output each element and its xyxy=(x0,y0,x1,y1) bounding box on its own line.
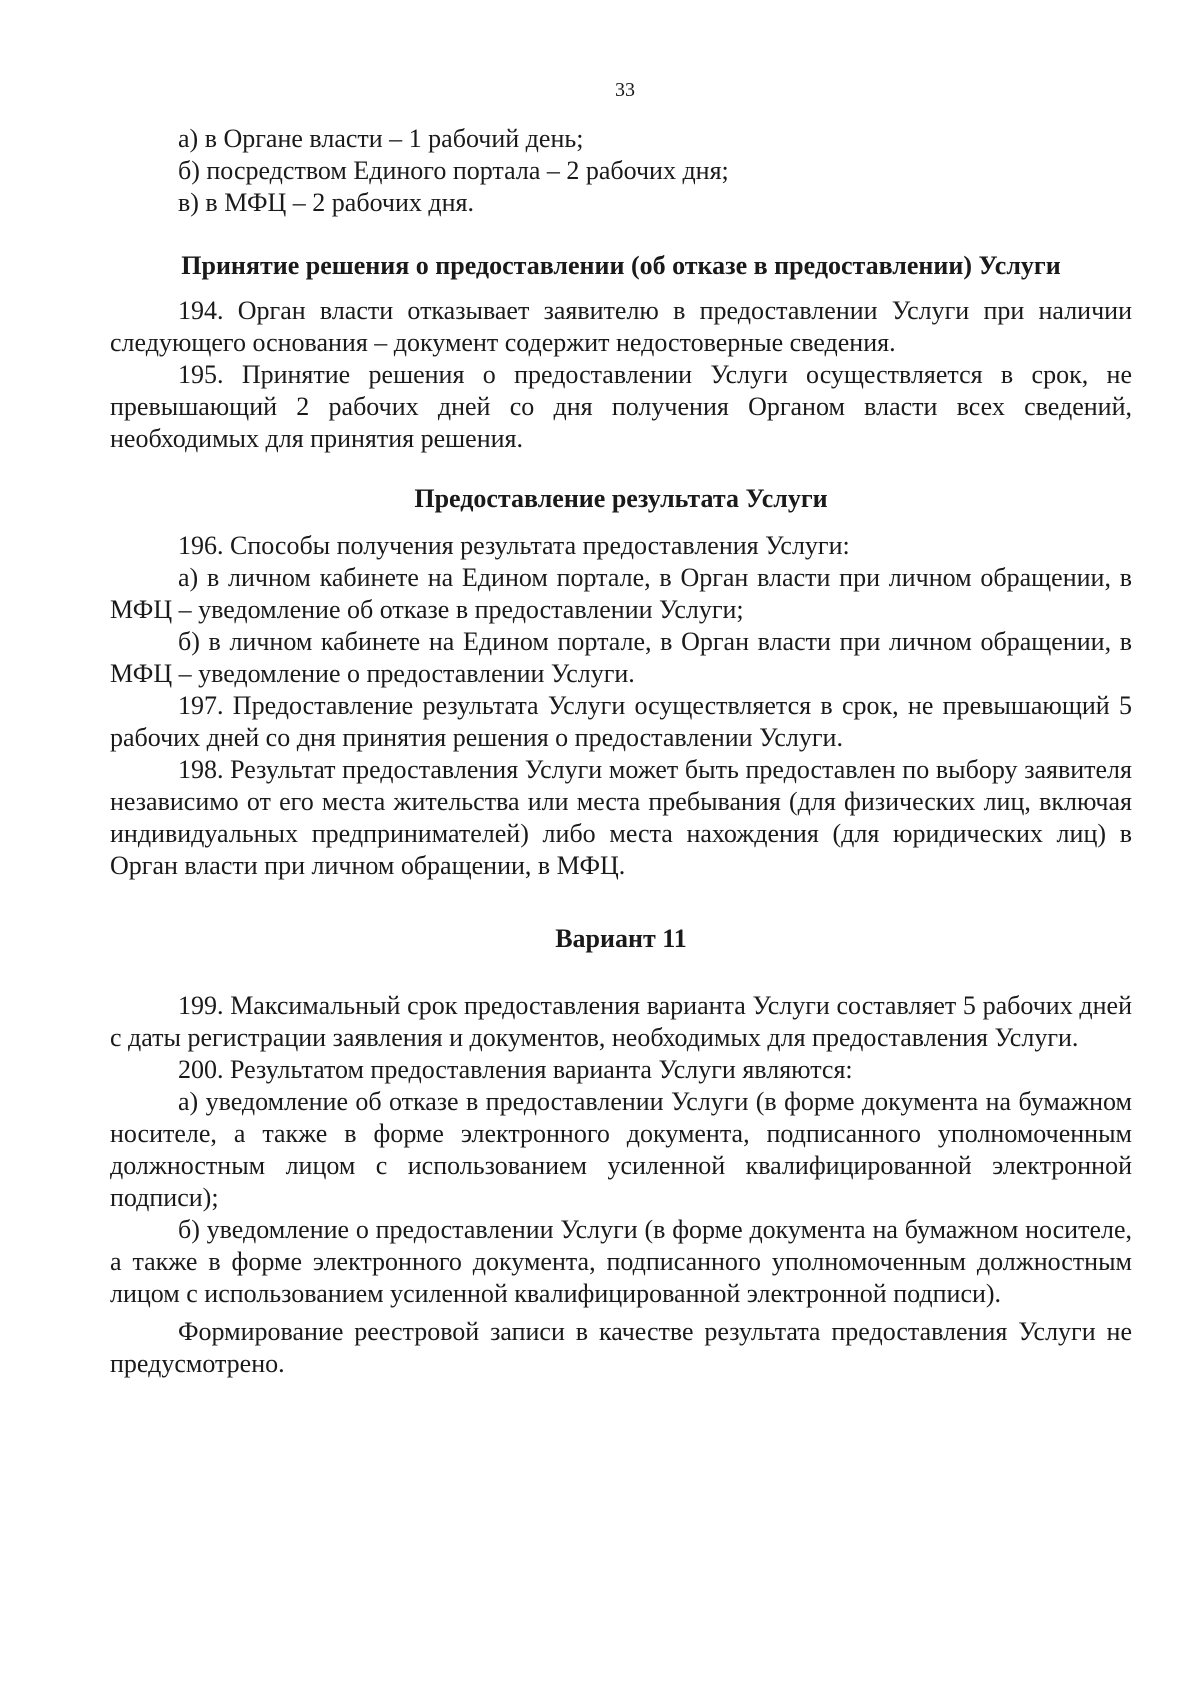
page-number: 33 xyxy=(615,79,635,101)
section-heading-decision: Принятие решения о предоставлении (об отказе в предоставлении) Услуги xyxy=(181,251,1061,280)
paragraph-196-b: б) в личном кабинете на Едином портале, в Орган власти при личном обращении, в МФЦ – уведомление о предоставлении Услуги. xyxy=(110,627,1132,688)
paragraph-196-a: а) в личном кабинете на Едином портале, в Орган власти при личном обращении, в МФЦ – уведомление об отказе в предоставлении Услуги; xyxy=(110,563,1132,624)
section-heading-result: Предоставление результата Услуги xyxy=(414,484,828,513)
paragraph-199: 199. Максимальный срок предоставления варианта Услуги составляет 5 рабочих дней с даты регистрации заявления и документов, необходимых для предоставления Услуги. xyxy=(110,991,1132,1052)
paragraph-200: 200. Результатом предоставления варианта Услуги являются: xyxy=(178,1055,853,1084)
paragraph-registry-record: Формирование реестровой записи в качестве результата предоставления Услуги не предусмотрено. xyxy=(110,1317,1132,1378)
deadline-line-authority: а) в Органе власти – 1 рабочий день; xyxy=(178,124,584,153)
paragraph-198: 198. Результат предоставления Услуги может быть предоставлен по выбору заявителя независимо от его места жительства или места пребывания (для физических лиц, включая индивидуальных предпринимателей) либо места нахождения (для юридических лиц) в Орган власти при личном обращении, в МФЦ. xyxy=(110,755,1132,880)
deadline-line-mfc: в) в МФЦ – 2 рабочих дня. xyxy=(178,188,474,217)
section-heading-variant: Вариант 11 xyxy=(555,924,687,953)
deadline-line-portal: б) посредством Единого портала – 2 рабочих дня; xyxy=(178,156,729,185)
paragraph-197: 197. Предоставление результата Услуги осуществляется в срок, не превышающий 5 рабочих дней со дня принятия решения о предоставлении Услуги. xyxy=(110,691,1132,752)
paragraph-195: 195. Принятие решения о предоставлении Услуги осуществляется в срок, не превышающий 2 рабочих дней со дня получения Органом власти всех сведений, необходимых для принятия решения. xyxy=(110,360,1132,453)
page-content xyxy=(110,123,1132,1380)
paragraph-200-b: б) уведомление о предоставлении Услуги (в форме документа на бумажном носителе, а также в форме электронного документа, подписанного уполномоченным должностным лицом с использованием усиленной квалифицированной электронной подписи). xyxy=(110,1215,1132,1308)
paragraph-200-a: а) уведомление об отказе в предоставлении Услуги (в форме документа на бумажном носителе, а также в форме электронного документа, подписанного уполномоченным должностным лицом с использованием усиленной квалифицированной электронной подписи); xyxy=(110,1087,1132,1212)
paragraph-194: 194. Орган власти отказывает заявителю в предоставлении Услуги при наличии следующего основания – документ содержит недостоверные сведения. xyxy=(110,296,1132,357)
paragraph-196: 196. Способы получения результата предоставления Услуги: xyxy=(178,531,850,560)
